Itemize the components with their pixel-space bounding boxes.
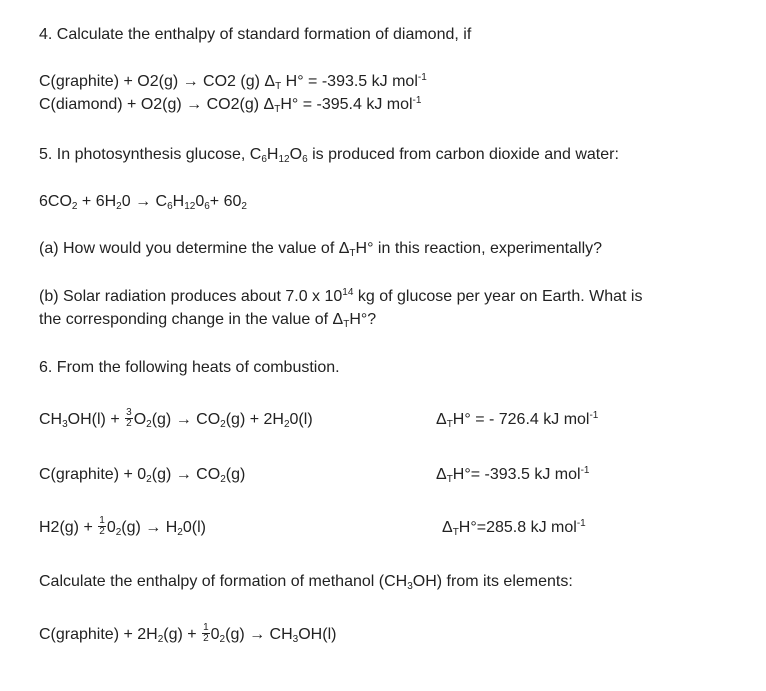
q4-equation-diamond: C(diamond) + O2(g) → CO2(g) $\Delta_TH^\circ = -395.4$ kJ mol$^{-1}$ xyxy=(39,95,422,115)
q6-r2-enthalpy: $\Delta_TH^\circ= -393.5$ kJ mol$^{-1}$ xyxy=(436,465,590,485)
fraction-one-half: $\frac{1}{2}$ xyxy=(99,515,105,538)
q6-reaction-hydrogen-combustion: H2(g) + $\frac{1}{2}$ $0_2(g) \to H_20(l)$ xyxy=(39,515,206,538)
q6-heading: 6. From the following heats of combustion. xyxy=(39,359,340,376)
q4-equation-graphite: C(graphite) + O2(g) → CO2 (g) $\Delta_T$ H° = -393.5 kJ mol$^{-1}$ xyxy=(39,72,427,92)
q6-task: Calculate the enthalpy of formation of methanol $(CH_3OH)$ from its elements: xyxy=(39,573,573,592)
q5-part-b-line2: the corresponding change in the value of $\Delta_TH^\circ$? xyxy=(39,311,377,330)
q5-part-b-line1: (b) Solar radiation produces about 7.0 x $10^{14}$ kg of glucose per year on Earth. What is xyxy=(39,287,643,305)
fraction-three-halves: $\frac{3}{2}$ xyxy=(126,407,132,430)
q5-heading: 5. In photosynthesis glucose, $C_6H_{12}O_6$ is produced from carbon dioxide and water: xyxy=(39,146,619,165)
q5-part-a: (a) How would you determine the value of $\Delta_TH^\circ$ in this reaction, experimentally? xyxy=(39,240,603,259)
q6-target-reaction: C(graphite) + $2H_2(g)$ + $\frac{1}{2}$ $0_2(g) \to CH_3OH(l)$ xyxy=(39,622,337,645)
q6-reaction-methanol-combustion: $CH_3OH(l)$ + $\frac{3}{2}$ $O_2(g) \to CO_2(g) + 2H_20(l)$ xyxy=(39,407,313,430)
q6-r3-enthalpy: $\Delta_TH^\circ=285.8$ kJ mol$^{-1}$ xyxy=(442,518,586,538)
q5-photosynthesis-reaction: $6CO_2 + 6H_20 \to C_6H_{12}0_6+ 60_2$ xyxy=(39,193,247,212)
q4-heading: 4. Calculate the enthalpy of standard formation of diamond, if xyxy=(39,26,472,43)
q6-reaction-graphite-combustion: C(graphite) + $0_2(g) \to CO_2(g)$ xyxy=(39,466,246,485)
q6-r1-enthalpy: $\Delta_TH^\circ$ = - 726.4 kJ mol$^{-1}$ xyxy=(436,410,599,430)
fraction-one-half: $\frac{1}{2}$ xyxy=(203,622,209,645)
